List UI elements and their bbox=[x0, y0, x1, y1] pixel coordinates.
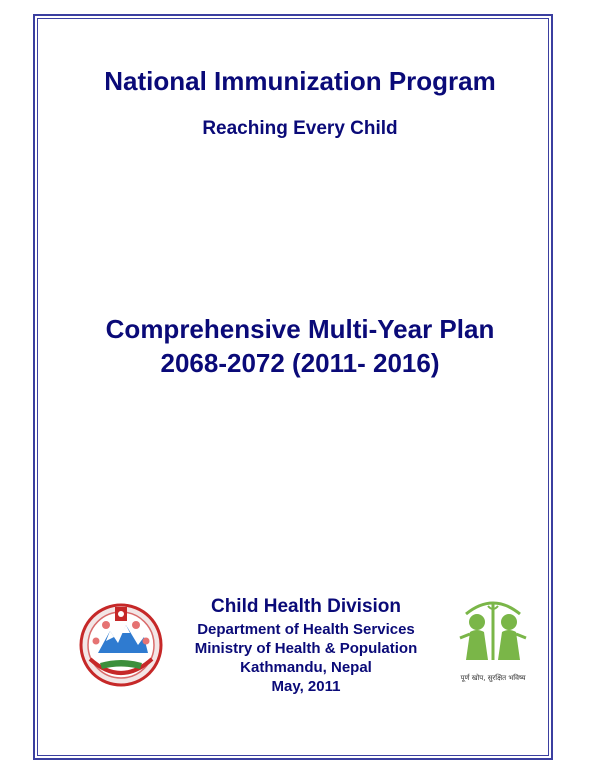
tagline: Reaching Every Child bbox=[202, 118, 398, 139]
child-health-logo-icon bbox=[452, 594, 534, 688]
publication-date: May, 2011 bbox=[271, 678, 341, 695]
program-title: National Immunization Program bbox=[104, 66, 496, 96]
plan-title-line-2: 2068-2072 (2011- 2016) bbox=[160, 348, 440, 378]
location: Kathmandu, Nepal bbox=[240, 659, 372, 676]
department-name: Department of Health Services bbox=[197, 621, 415, 638]
plan-title-line-1: Comprehensive Multi-Year Plan bbox=[105, 314, 495, 344]
logo-caption: पूर्ण खोप, सुरक्षित भविष्य bbox=[460, 674, 526, 682]
ministry-name: Ministry of Health & Population bbox=[194, 640, 418, 657]
division-name: Child Health Division bbox=[210, 596, 402, 617]
